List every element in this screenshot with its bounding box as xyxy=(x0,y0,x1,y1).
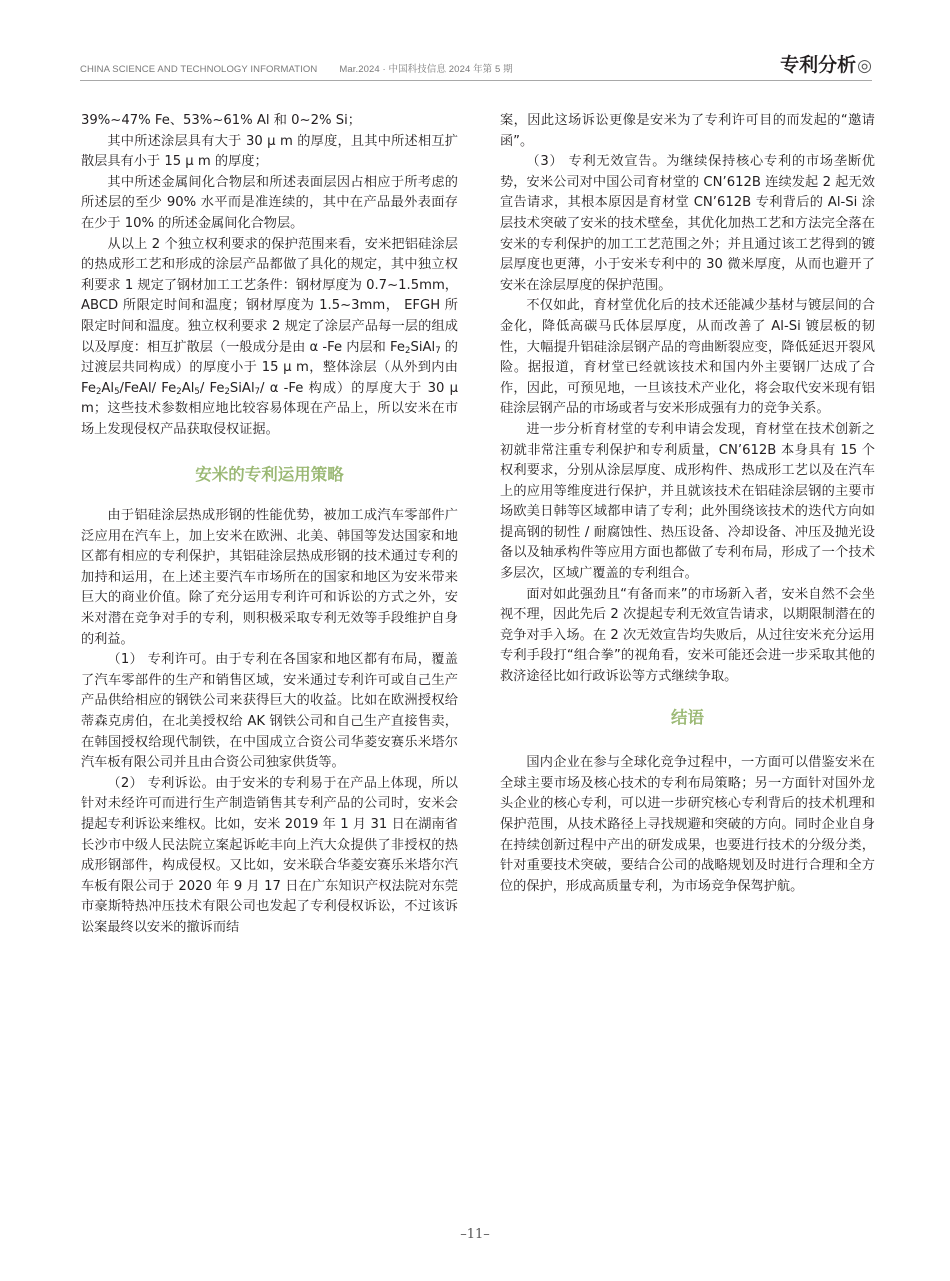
paragraph: （2） 专利诉讼。由于安米的专利易于在产品上体现，所以针对未经许可而进行生产制造销售其专利产品的公司时，安米会提起专利诉讼来维权。比如，安米 2019 年 1 月 31 日在湖南省长沙市中级人民法院立案起诉屹丰向上汽大众提供了非授权的热成形钢部件，构成侵权。又比如，安米联合华菱安赛乐米塔尔汽车板有限公司于 2020 年 9 月 17 日在广东知识产权法院对东莞市豪斯特热冲压技术有限公司也发起了专利侵权诉讼，不过该诉讼案最终以安米的撤诉而结 xyxy=(81,775,458,935)
paragraph: 其中所述涂层具有大于 30 μ m 的厚度，且其中所述相互扩散层具有小于 15 μ m 的厚度； xyxy=(81,133,458,170)
header-issue: Mar.2024 · 中国科技信息 2024 年第 5 期 xyxy=(339,64,513,75)
header-publication: CHINA SCIENCE AND TECHNOLOGY INFORMATION xyxy=(80,64,318,75)
right-column xyxy=(500,111,875,897)
section-heading: 安米的专利运用策略 xyxy=(195,464,344,484)
circle-mark-icon: ◎ xyxy=(857,56,872,76)
section-heading: 结语 xyxy=(671,707,704,727)
paragraph: （1） 专利许可。由于专利在各国家和地区都有布局，覆盖了汽车零部件的生产和销售区域，安米通过专利许可或自己生产产品供给相应的钢铁公司来获得巨大的收益。比如在欧洲授权给蒂森克虏伯，在北美授权给 AK 钢铁公司和自己生产直接售卖，在韩国授权给现代制铁，在中国成立合资公司华菱安赛乐米塔尔汽车板有限公司并且由合资公司独家供货等。 xyxy=(81,652,458,771)
header-publication-info xyxy=(80,61,513,75)
paragraph: 国内企业在参与全球化竞争过程中，一方面可以借鉴安米在全球主要市场及核心技术的专利布局策略；另一方面针对国外龙头企业的核心专利，可以进一步研究核心专利背后的技术机理和保护范围，从技术路径上寻找规避和突破的方向。同时企业自身在持续创新过程中产出的研发成果，也要进行技术的分级分类，针对重要技术突破，要结合公司的战略规划及时进行合理和全方位的保护，形成高质量专利，为市场竞争保驾护航。 xyxy=(500,755,875,894)
page-number: –11– xyxy=(460,1227,490,1242)
paragraph: 从以上 2 个独立权利要求的保护范围来看，安米把铝硅涂层的热成形工艺和形成的涂层产品都做了具化的规定，其中独立权利要求 1 规定了钢材加工工艺条件：钢材厚度为 0.7~1.5mm，ABCD 所限定时间和温度；钢材厚度为 1.5~3mm， EFGH 所限定时间和温度。独立权利要求 2 规定了涂层产品每一层的组成以及厚度：相互扩散层（一般成分是由 α -Fe 内层和 $Fe_2SiAl_7$ 的过渡层共同构成）的厚度小于 15 μ m，整体涂层（从外到内由 $Fe_2Al_5/FeAl/$ $Fe_2Al_5/$ $Fe_2SiAl_7/$ α -Fe 构成）的厚度大于 30 μ m；这些技术参数相应地比较容易体现在产品上，所以安米在市场上发现侵权产品获取侵权证据。 xyxy=(81,236,458,437)
paragraph: 39%~47% Fe、53%~61% Al 和 0~2% Si； xyxy=(81,113,361,128)
paragraph: 其中所述金属间化合物层和所述表面层因占相应于所考虑的所述层的至少 90% 水平而是准连续的，其中在产品最外表面存在少于 10% 的所述金属间化合物层。 xyxy=(81,174,458,231)
header-divider xyxy=(80,80,872,81)
paragraph: 由于铝硅涂层热成形钢的性能优势，被加工成汽车零部件广泛应用在汽车上，加上安米在欧洲、北美、韩国等发达国家和地区都有相应的专利保护，其铝硅涂层热成形钢的技术通过专利的加持和运用，在上述主要汽车市场所在的国家和地区为安米带来巨大的商业价值。除了充分运用专利许可和诉讼的方式之外，安米对潜在竞争对手的专利，则积极采取专利无效等手段维护自身的利益。 xyxy=(81,508,458,647)
page-header xyxy=(80,48,872,80)
header-section-title: 专利分析 xyxy=(780,54,857,76)
header-section xyxy=(780,50,872,77)
paragraph: 面对如此强劲且“有备而来”的市场新入者，安米自然不会坐视不理，因此先后 2 次提起专利无效宣告请求，以期限制潜在的竞争对手入场。在 2 次无效宣告均失败后，从过往安米充分运用专利手段打“组合拳”的视角看，安米可能还会进一步采取其他的救济途径比如行政诉讼等方式继续争取。 xyxy=(500,586,875,685)
paragraph: 案，因此这场诉讼更像是安米为了专利许可目的而发起的“邀请函”。 xyxy=(500,113,875,149)
paragraph: 进一步分析育材堂的专利申请会发现，育材堂在技术创新之初就非常注重专利保护和专利质量，CN’612B 本身具有 15 个权利要求，分别从涂层厚度、成形构件、热成形工艺以及在汽车上的应用等维度进行保护，并且就该技术在铝硅涂层钢的主要市场欧美日韩等区域都申请了专利；此外围绕该技术的迭代方向如提高钢的韧性 / 耐腐蚀性、热压设备、冷却设备、冲压及抛光设备以及轴承构件等应用方面也都做了专利布局，形成了一个技术多层次，区域广覆盖的专利组合。 xyxy=(500,421,875,582)
paragraph: 不仅如此，育材堂优化后的技术还能减少基材与镀层间的合金化，降低高碳马氏体层厚度，从而改善了 Al-Si 镀层板的韧性，大幅提升铝硅涂层钢产品的弯曲断裂应变，降低延迟开裂风险。据报道，育材堂已经就该技术和国内外主要钢厂达成了合作，因此，可预见地，一旦该技术产业化，将会取代安米现有铝硅涂层钢产品的市场或者与安米形成强有力的竞争关系。 xyxy=(500,298,875,417)
paragraph: （3） 专利无效宣告。为继续保持核心专利的市场垄断优势，安米公司对中国公司育材堂的 CN’612B 连续发起 2 起无效宣告请求，其根本原因是育材堂 CN’612B 专利背后的 Al-Si 涂层技术突破了安米的技术壁垒，其优化加热工艺和方法完全落在安米的专利保护的加工工艺范围之外；并且通过该工艺得到的镀层厚度也更薄，小于安米专利中的 30 微米厚度，从而也避开了安米在涂层厚度的保护范围。 xyxy=(500,154,875,293)
left-column xyxy=(81,111,458,939)
